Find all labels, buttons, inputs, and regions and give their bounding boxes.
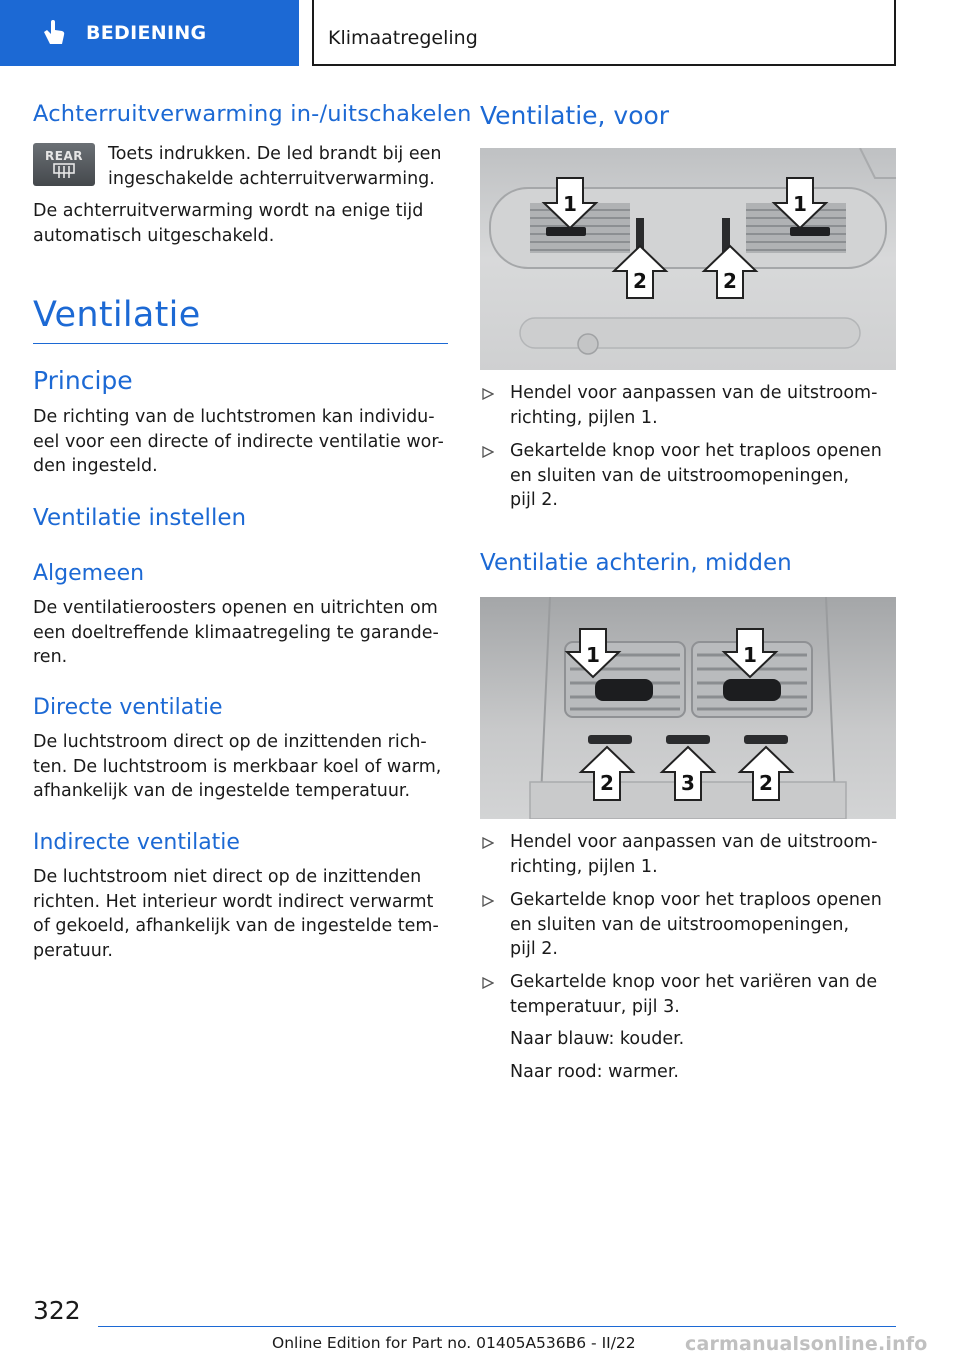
page-number: 322 <box>33 1296 81 1325</box>
rear-defrost-heading: Achterruitverwarming in-/uitschakelen <box>33 101 472 127</box>
text-line: temperatuur, pijl 3. <box>510 996 680 1017</box>
indirect-heading: Indirecte ventilatie <box>33 830 240 855</box>
text-line: Gekartelde knop voor het variëren van de <box>510 972 878 992</box>
chapter-tab-label: BEDIENING <box>86 22 207 44</box>
bullet-triangle-icon <box>482 388 494 400</box>
callout-label: 1 <box>586 643 600 667</box>
section-header <box>312 0 896 66</box>
footer-rule <box>98 1326 896 1327</box>
text-line: ren. <box>33 647 68 667</box>
text-line: een doeltreffende klimaatregeling te garande- <box>33 622 439 643</box>
rear-defrost-icon <box>51 163 77 179</box>
text-line: Hendel voor aanpassen van de uitstroom- <box>510 832 878 852</box>
edition-text: Online Edition for Part no. 01405A536B6 - II/22 <box>272 1334 636 1352</box>
text-line: richting, pijlen 1. <box>510 407 658 428</box>
callout-label: 1 <box>743 643 757 667</box>
general-paragraph <box>33 596 448 670</box>
rear-vents-illustration <box>480 597 896 819</box>
principle-paragraph <box>33 405 448 479</box>
rear-defrost-paragraph <box>33 199 448 248</box>
text-line: Gekartelde knop voor het traploos openen <box>510 441 882 461</box>
text-line: De achterruitverwarming wordt na enige tijd <box>33 201 424 221</box>
rear-vent-heading: Ventilatie achterin, midden <box>480 550 792 576</box>
callout-label: 2 <box>633 269 647 293</box>
note-warm: Naar rood: warmer. <box>510 1062 679 1082</box>
text-line: pijl 2. <box>510 490 558 510</box>
callout-label: 2 <box>723 269 737 293</box>
list-item <box>480 970 896 1019</box>
rear-defrost-button-image <box>33 143 95 186</box>
front-vents-illustration <box>480 148 896 370</box>
text-line: De luchtstroom niet direct op de inzittenden <box>33 867 422 887</box>
rear-defrost-text-1: Toets indrukken. De led brandt bij een <box>108 144 442 164</box>
rear-defrost-text-2: ingeschakelde achterruitverwarming. <box>108 169 435 189</box>
text-line: De luchtstroom direct op de inzittenden rich- <box>33 732 427 752</box>
bullet-triangle-icon <box>482 895 494 907</box>
bullet-triangle-icon <box>482 837 494 849</box>
callout-label: 1 <box>793 192 807 216</box>
list-item <box>480 439 896 513</box>
text-line: richten. Het interieur wordt indirect verwarmt <box>33 891 434 912</box>
note-cold: Naar blauw: kouder. <box>510 1029 685 1049</box>
direct-paragraph <box>33 730 448 804</box>
list-item <box>480 888 896 962</box>
text-line: ten. De luchtstroom is merkbaar koel of warm, <box>33 756 442 777</box>
bullet-triangle-icon <box>482 446 494 458</box>
indirect-paragraph <box>33 865 448 963</box>
heading-rule <box>33 343 448 344</box>
callout-label: 2 <box>600 771 614 795</box>
text-line: automatisch uitgeschakeld. <box>33 225 275 246</box>
text-line: De ventilatieroosters openen en uitrichten om <box>33 598 438 618</box>
list-item <box>480 830 896 879</box>
watermark-text: carmanualsonline.info <box>685 1333 928 1355</box>
text-line: peratuur. <box>33 940 113 961</box>
text-line: afhankelijk van de ingestelde temperatuur. <box>33 781 411 801</box>
text-line: den ingesteld. <box>33 456 158 476</box>
settings-heading: Ventilatie instellen <box>33 505 247 531</box>
rear-button-label: REAR <box>45 149 83 163</box>
list-item <box>480 381 896 430</box>
text-line: of gekoeld, afhankelijk van de ingestelde tem- <box>33 916 439 936</box>
front-vents-photo <box>480 148 896 370</box>
text-line: eel voor een directe of indirecte ventilatie wor- <box>33 431 444 452</box>
principle-heading: Principe <box>33 366 133 395</box>
text-line: Gekartelde knop voor het traploos openen <box>510 890 882 910</box>
front-vent-heading: Ventilatie, voor <box>480 101 670 130</box>
general-heading: Algemeen <box>33 561 145 586</box>
section-title: Klimaatregeling <box>328 27 478 49</box>
rear-vents-photo <box>480 597 896 819</box>
text-line: pijl 2. <box>510 939 558 959</box>
callout-label: 3 <box>681 771 695 795</box>
text-line: en sluiten van de uitstroomopeningen, <box>510 465 850 486</box>
text-line: en sluiten van de uitstroomopeningen, <box>510 914 850 935</box>
hand-pointer-icon <box>38 18 68 48</box>
text-line: richting, pijlen 1. <box>510 856 658 877</box>
callout-label: 2 <box>759 771 773 795</box>
chapter-tab[interactable] <box>0 0 299 66</box>
text-line: Hendel voor aanpassen van de uitstroom- <box>510 383 878 403</box>
text-line: De richting van de luchtstromen kan individu- <box>33 407 435 427</box>
ventilation-heading: Ventilatie <box>33 295 201 335</box>
bullet-triangle-icon <box>482 977 494 989</box>
direct-heading: Directe ventilatie <box>33 695 223 720</box>
callout-label: 1 <box>563 192 577 216</box>
